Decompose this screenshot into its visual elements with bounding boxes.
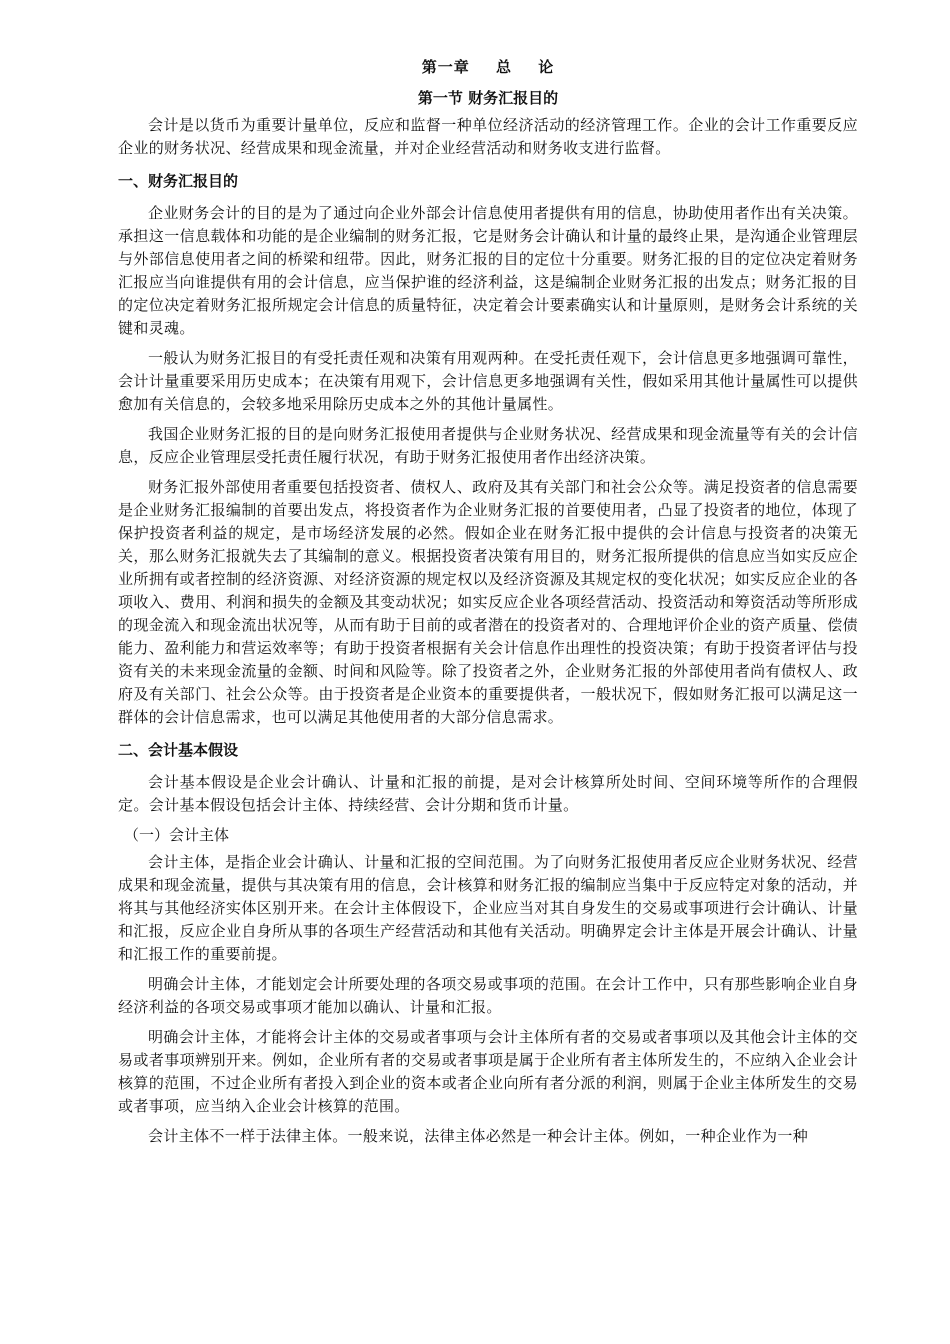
heading-accounting-assumptions: 二、会计基本假设 [118,741,239,759]
paragraph: 我国企业财务汇报的目的是向财务汇报使用者提供与企业财务状况、经营成果和现金流量等有关的会计信息，反应企业管理层受托责任履行状况，有助于财务汇报使用者作出经济决策。 [118,425,858,466]
subheading-accounting-entity: （一）会计主体 [124,826,230,844]
paragraph: 一般认为财务汇报目的有受托责任观和决策有用观两种。在受托责任观下，会计信息更多地强调可靠性，会计计量重要采用历史成本；在决策有用观下，会计信息更多地强调有关性，假如采用其他计量属性可以提供愈加有关信息的，会较多地采用除历史成本之外的其他计量属性。 [118,349,858,413]
paragraph: 明确会计主体，才能将会计主体的交易或者事项与会计主体所有者的交易或者事项以及其他会计主体的交易或者事项辨别开来。例如，企业所有者的交易或者事项是属于企业所有者主体所发生的，不应纳入企业会计核算的范围，不过企业所有者投入到企业的资本或者企业向所有者分派的利润，则属于企业主体所发生的交易或者事项，应当纳入企业会计核算的范围。 [118,1028,858,1115]
paragraph: 企业财务会计的目的是为了通过向企业外部会计信息使用者提供有用的信息，协助使用者作出有关决策。承担这一信息载体和功能的是企业编制的财务汇报，它是财务会计确认和计量的最终止果，是沟通企业管理层与外部信息使用者之间的桥梁和纽带。因此，财务汇报的目的定位十分重要。财务汇报的目的定位决定着财务汇报应当向谁提供有用的会计信息，应当保护谁的经济利益，这是编制企业财务汇报的出发点；财务汇报的目的定位决定着财务汇报所规定会计信息的质量特征，决定着会计要素确实认和计量原则，是财务会计系统的关键和灵魂。 [118,204,858,337]
paragraph: 明确会计主体，才能划定会计所要处理的各项交易或事项的范围。在会计工作中，只有那些影响企业自身经济利益的各项交易或事项才能加以确认、计量和汇报。 [118,975,858,1016]
heading-financial-report-purpose: 一、财务汇报目的 [118,172,239,190]
section-title: 第一节 财务汇报目的 [417,89,559,107]
paragraph: 会计主体，是指企业会计确认、计量和汇报的空间范围。为了向财务汇报使用者反应企业财务状况、经营成果和现金流量，提供与其决策有用的信息，会计核算和财务汇报的编制应当集中于反应特定对象的活动，并将其与其他经济实体区别开来。在会计主体假设下，企业应当对其自身发生的交易或事项进行会计确认、计量和汇报，反应企业自身所从事的各项生产经营活动和其他有关活动。明确界定会计主体是开展会计确认、计量和汇报工作的重要前提。 [118,853,858,963]
paragraph: 会计基本假设是企业会计确认、计量和汇报的前提，是对会计核算所处时间、空间环境等所作的合理假定。会计基本假设包括会计主体、持续经营、会计分期和货币计量。 [118,773,858,814]
paragraph: 财务汇报外部使用者重要包括投资者、债权人、政府及其有关部门和社会公众等。满足投资者的信息需要是企业财务汇报编制的首要出发点，将投资者作为企业财务汇报的首要使用者，凸显了投资者的地位，体现了保护投资者利益的规定，是市场经济发展的必然。假如企业在财务汇报中提供的会计信息与投资者的决策无关，那么财务汇报就失去了其编制的意义。根据投资者决策有用目的，财务汇报所提供的信息应当如实反应企业所拥有或者控制的经济资源、对经济资源的规定权以及经济资源及其规定权的变化状况；如实反应企业的各项收入、费用、利润和损失的金额及其变动状况；如实反应企业各项经营活动、投资活动和筹资活动等所形成的现金流入和现金流出状况等，从而有助于目前的或者潜在的投资者对的、合理地评价企业的资产质量、偿债能力、盈利能力和营运效率等；有助于投资者根据有关会计信息作出理性的投资决策；有助于投资者评估与投资有关的未来现金流量的金额、时间和风险等。除了投资者之外，企业财务汇报的外部使用者尚有债权人、政府及有关部门、社会公众等。由于投资者是企业资本的重要提供者，一般状况下，假如财务汇报可以满足这一群体的会计信息需求，也可以满足其他使用者的大部分信息需求。 [118,478,858,726]
paragraph: 会计主体不一样于法律主体。一般来说，法律主体必然是一种会计主体。例如，一种企业作为一种 [148,1127,809,1145]
intro-paragraph: 会计是以货币为重要计量单位，反应和监督一种单位经济活动的经济管理工作。企业的会计工作重要反应企业的财务状况、经营成果和现金流量，并对企业经营活动和财务收支进行监督。 [118,116,858,157]
chapter-title: 第一章 总 论 [421,58,555,76]
